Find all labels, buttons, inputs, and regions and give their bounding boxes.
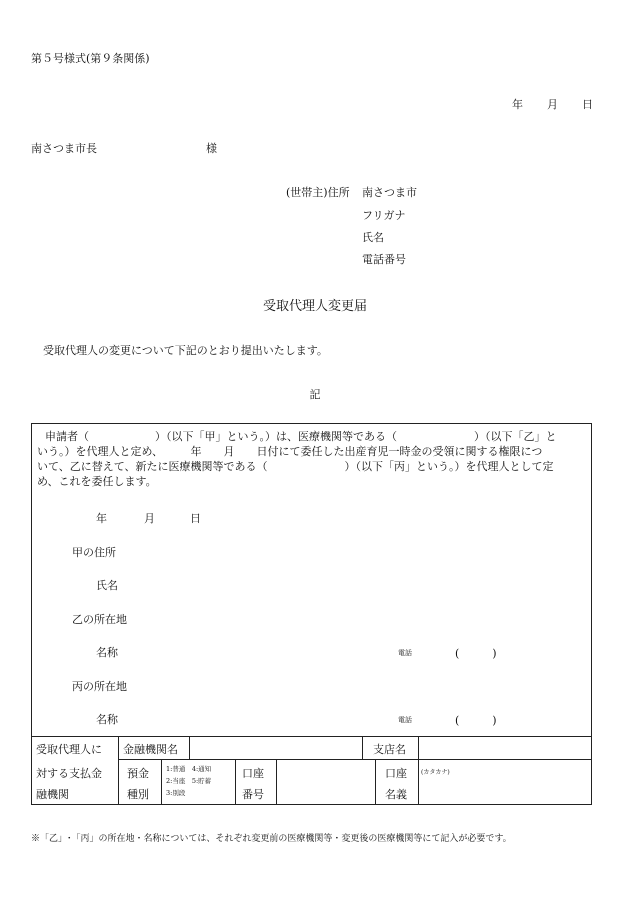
applicant-furigana-label: フリガナ (362, 209, 406, 222)
deposit-option-3: 3:別段 (166, 789, 186, 797)
deposit-label-1: 預金 (127, 767, 149, 780)
applicant-phone-label: 電話番号 (362, 253, 406, 266)
ko-name-label: 氏名 (96, 579, 118, 592)
bank-left-line-2: 対する支払金 (36, 767, 102, 780)
katakana-note: (カタカナ) (421, 769, 450, 776)
bank-table-divider-1 (118, 736, 119, 805)
delegation-date-day: 日 (190, 512, 201, 525)
delegation-line-2: いう。）を代理人と定め、 年 月 日付にて委任した出産育児一時金の受領に関する権限につ (37, 445, 543, 458)
delegation-line-3: いて、乙に替えて、新たに医療機関等である（ ）（以下「丙」という。）を代理人として定 (37, 460, 554, 473)
bank-table-divider-6 (235, 759, 236, 805)
bank-left-line-1: 受取代理人に (36, 743, 102, 756)
date-month-label: 月 (547, 98, 558, 111)
date-day-label: 日 (582, 98, 593, 111)
hei-location-label: 丙の所在地 (72, 680, 127, 693)
ki-mark: 記 (309, 388, 321, 401)
deposit-label-2: 種別 (127, 788, 149, 801)
applicant-address-label: (世帯主)住所 (286, 186, 350, 199)
bank-table-divider-8 (375, 759, 376, 805)
delegation-paragraph (37, 429, 587, 489)
hei-phone-paren: ( ) (455, 714, 497, 727)
date-year-label: 年 (512, 98, 523, 111)
bank-table-mid-border (118, 759, 592, 760)
deposit-options (166, 763, 211, 799)
hei-name-label: 名称 (96, 713, 118, 726)
ko-address-label: 甲の住所 (72, 546, 116, 559)
deposit-option-1: 1:普通 4:通知 (166, 765, 212, 773)
holder-label-2: 名義 (385, 788, 407, 801)
hei-phone-label: 電話 (398, 716, 412, 724)
institution-label: 金融機関名 (123, 743, 178, 756)
holder-label-1: 口座 (385, 767, 407, 780)
addressee-name: 南さつま市長 (31, 142, 97, 155)
bank-table-top-border (31, 736, 592, 737)
applicant-address-value: 南さつま市 (362, 186, 417, 199)
bank-table-divider-2 (189, 736, 190, 759)
delegation-line-1: 申請者（ ）（以下「甲」という。）は、医療機関等である（ ）（以下「乙」と (45, 430, 557, 443)
otsu-name-label: 名称 (96, 646, 118, 659)
addressee-honorific: 様 (206, 142, 217, 155)
branch-label: 支店名 (373, 743, 406, 756)
delegation-line-4: め、これを委任します。 (37, 475, 157, 488)
otsu-phone-paren: ( ) (455, 647, 497, 660)
bank-left-line-3: 融機関 (36, 788, 69, 801)
account-label-2: 番号 (242, 788, 264, 801)
bank-table-divider-3 (362, 736, 363, 759)
intro-text: 受取代理人の変更について下記のとおり提出いたします。 (43, 344, 328, 357)
otsu-location-label: 乙の所在地 (72, 613, 127, 626)
otsu-phone-label: 電話 (398, 649, 412, 657)
bank-table-divider-5 (161, 759, 162, 805)
account-label-1: 口座 (242, 767, 264, 780)
delegation-date-month: 月 (144, 512, 155, 525)
deposit-option-2: 2:当座 5:貯蓄 (166, 777, 212, 785)
bank-table-divider-7 (276, 759, 277, 805)
document-title: 受取代理人変更届 (262, 299, 367, 314)
form-number: 第５号様式(第９条関係) (31, 52, 150, 65)
applicant-name-label: 氏名 (362, 231, 384, 244)
delegation-date-year: 年 (96, 512, 107, 525)
bank-table-divider-4 (418, 736, 419, 805)
footnote: ※「乙」･「丙」の所在地・名称については、それぞれ変更前の医療機関等・変更後の医療機関等にて記入が必要です。 (31, 834, 512, 844)
